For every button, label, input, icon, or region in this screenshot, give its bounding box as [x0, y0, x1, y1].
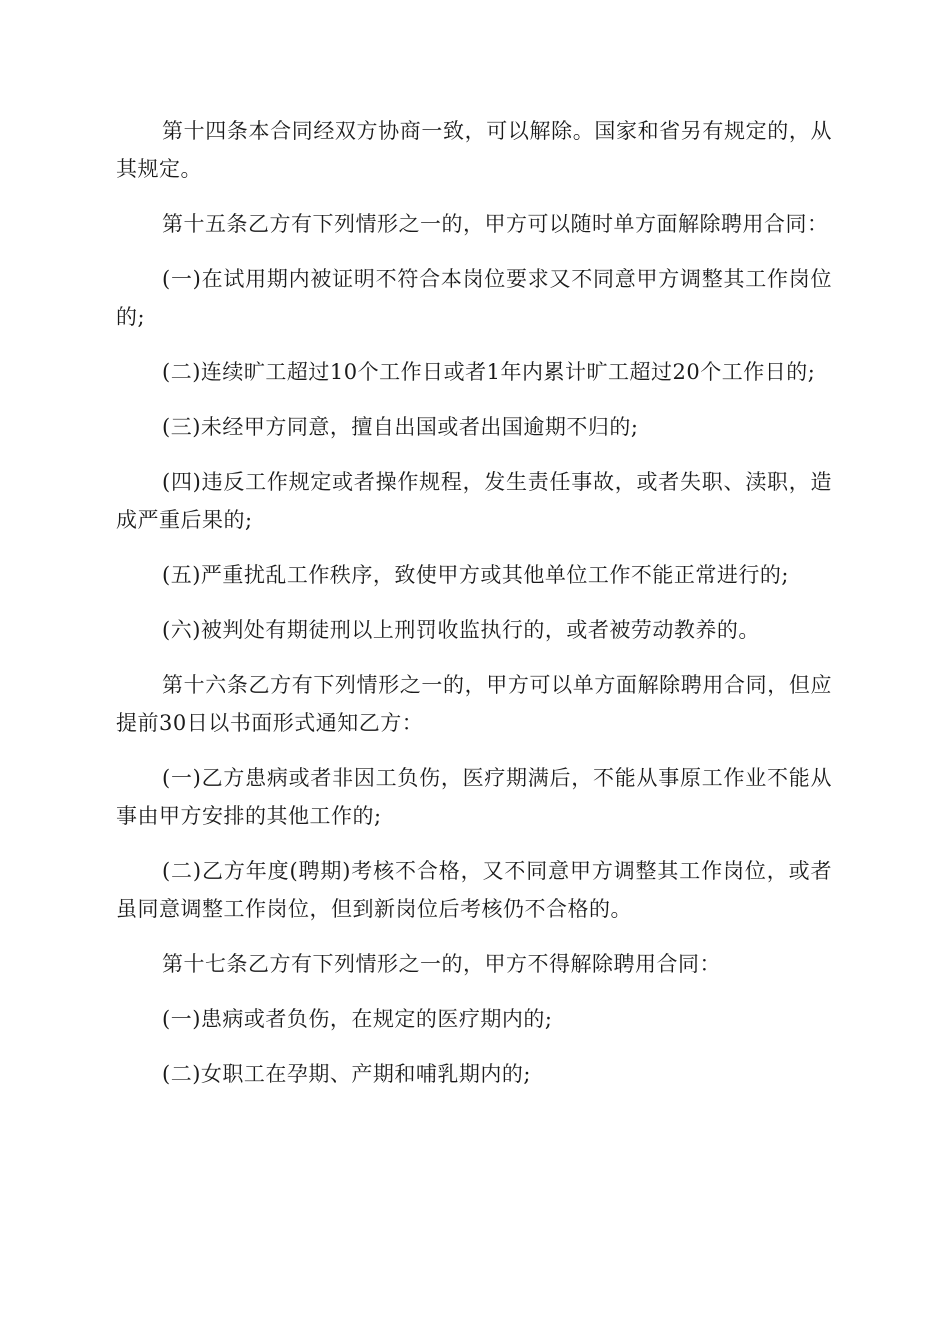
article-15-paragraph: 第十五条乙方有下列情形之一的，甲方可以随时单方面解除聘用合同：	[162, 212, 829, 236]
article-17-paragraph: 第十七条乙方有下列情形之一的，甲方不得解除聘用合同：	[162, 952, 721, 976]
article-17-item-2: (二)女职工在孕期、产期和哺乳期内的;	[162, 1062, 531, 1086]
document-body	[116, 112, 832, 1110]
article-15-item-5: (五)严重扰乱工作秩序，致使甲方或其他单位工作不能正常进行的;	[162, 563, 789, 587]
article-16-item-1: (一)乙方患病或者非因工负伤，医疗期满后，不能从事原工作业不能从事由甲方安排的其他工作的;	[116, 766, 832, 828]
article-16-paragraph: 第十六条乙方有下列情形之一的，甲方可以单方面解除聘用合同，但应提前30日以书面形式通知乙方：	[116, 673, 832, 735]
article-15-item-2: (二)连续旷工超过10个工作日或者1年内累计旷工超过20个工作日的;	[162, 360, 816, 384]
article-15-item-1: (一)在试用期内被证明不符合本岗位要求又不同意甲方调整其工作岗位的;	[116, 267, 832, 329]
article-14-paragraph: 第十四条本合同经双方协商一致，可以解除。国家和省另有规定的，从其规定。	[116, 119, 832, 181]
article-15-item-6: (六)被判处有期徒刑以上刑罚收监执行的，或者被劳动教养的。	[162, 618, 760, 642]
article-17-item-1: (一)患病或者负伤，在规定的医疗期内的;	[162, 1007, 553, 1031]
article-15-item-3: (三)未经甲方同意，擅自出国或者出国逾期不归的;	[162, 415, 639, 439]
article-15-item-4: (四)违反工作规定或者操作规程，发生责任事故，或者失职、渎职，造成严重后果的;	[116, 470, 832, 532]
article-16-item-2: (二)乙方年度(聘期)考核不合格，又不同意甲方调整其工作岗位，或者虽同意调整工作岗位，但到新岗位后考核仍不合格的。	[116, 859, 832, 921]
